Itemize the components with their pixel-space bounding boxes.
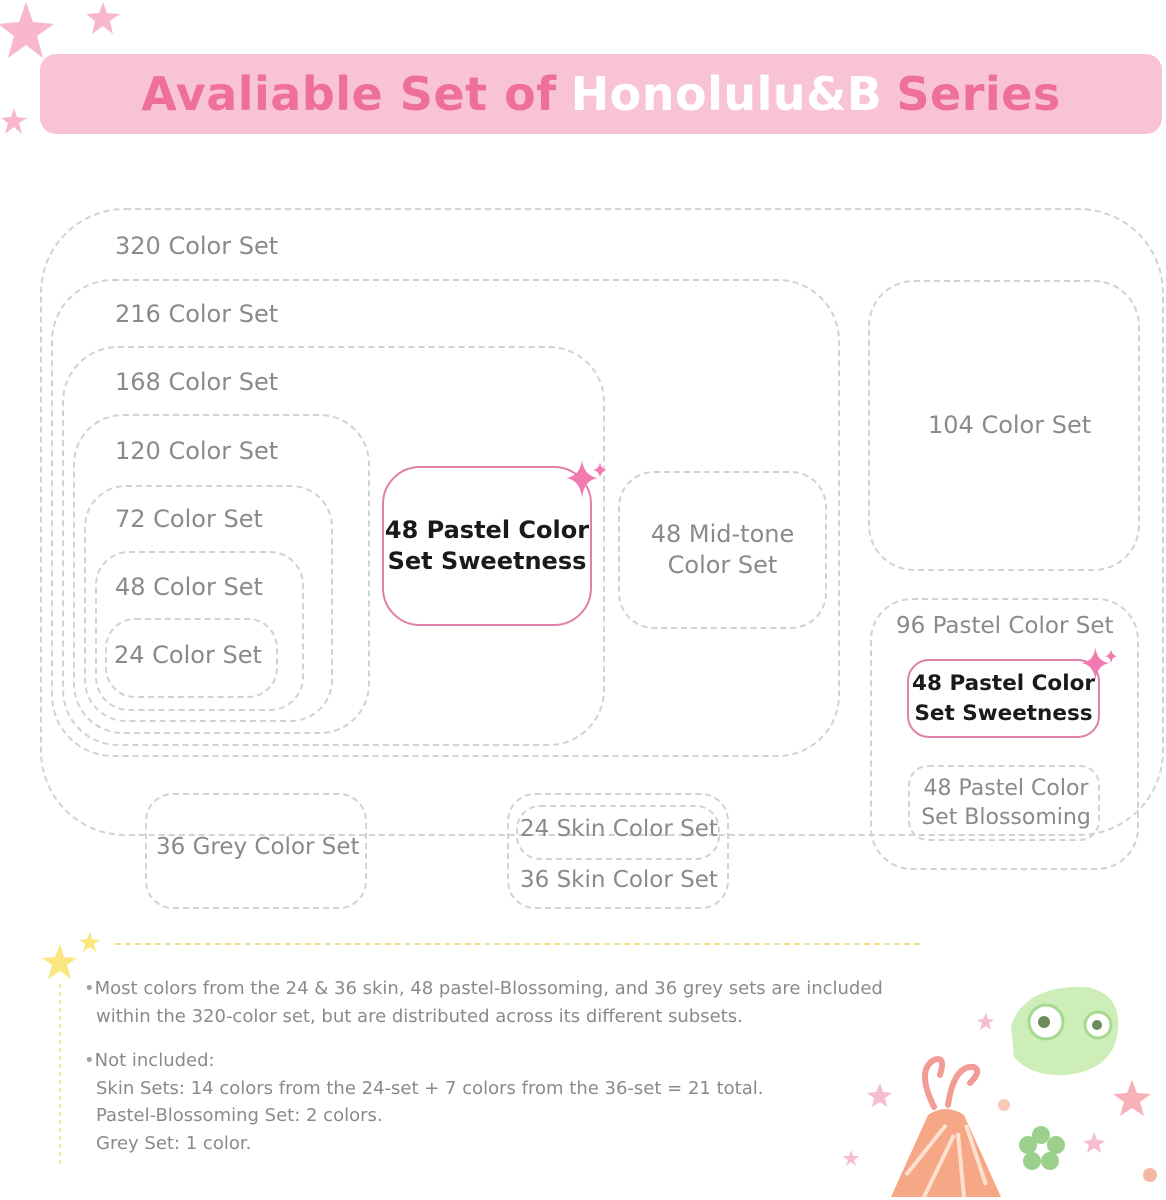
label-36-skin-set: 36 Skin Color Set: [520, 867, 718, 893]
label-120-set: 120 Color Set: [115, 437, 279, 465]
note-bullet-1: •Most colors from the 24 & 36 skin, 48 pastel-Blossoming, and 36 grey sets are included within the 320-color set, but are distributed across its different subsets.: [84, 975, 883, 1030]
pastel-sweetness-small-box: [907, 659, 1100, 738]
label-104-set: 104 Color Set: [928, 411, 1092, 439]
sparkle-icon: [1076, 644, 1120, 684]
label-48-set: 48 Color Set: [115, 573, 263, 601]
label-blossoming-set: [906, 765, 1106, 841]
label-36-grey-set: 36 Grey Color Set: [156, 834, 360, 860]
label-320-set: 320 Color Set: [115, 232, 279, 260]
label-96-pastel-set: 96 Pastel Color Set: [896, 613, 1114, 639]
label-24-skin-set: 24 Skin Color Set: [520, 816, 718, 842]
midtone-line1: 48 Mid-tone: [650, 520, 795, 548]
note2-line3: Grey Set: 1 color.: [96, 1132, 252, 1154]
note-bullet-2: •Not included: Skin Sets: 14 colors from the 24-set + 7 colors from the 36-set = 21 total. Pastel-Blossoming Set: 2 colors. Grey Set: 1 color.: [84, 1047, 763, 1157]
pastel-sweetness-line2: Set Sweetness: [387, 547, 587, 575]
notes-divider: [115, 943, 920, 945]
blossoming-line1: 48 Pastel Color: [923, 776, 1089, 801]
title-part1: Avaliable Set of: [141, 67, 557, 121]
note2-line1: Skin Sets: 14 colors from the 24-set + 7 colors from the 36-set = 21 total.: [96, 1077, 764, 1099]
sparkle-icon: [560, 456, 610, 502]
title-part3: Series: [896, 67, 1061, 121]
blossoming-line2: Set Blossoming: [921, 805, 1091, 830]
label-72-set: 72 Color Set: [115, 505, 263, 533]
pastel-sweetness-small-line2: Set Sweetness: [914, 700, 1093, 726]
title-part2: Honolulu&B: [570, 67, 883, 121]
note1-line2: within the 320-color set, but are distributed across its different subsets.: [96, 1005, 743, 1027]
chameleon-volcano-illustration: [836, 975, 1164, 1200]
label-168-set: 168 Color Set: [115, 368, 279, 396]
label-24-set: 24 Color Set: [114, 641, 262, 669]
midtone-line2: Color Set: [667, 551, 778, 579]
note2-line2: Pastel-Blossoming Set: 2 colors.: [96, 1105, 383, 1126]
note1-line1: Most colors from the 24 & 36 skin, 48 pastel-Blossoming, and 36 grey sets are included: [94, 978, 883, 999]
note2-heading: Not included:: [94, 1050, 215, 1071]
page-title: [40, 54, 1162, 134]
label-midtone-set: [618, 471, 827, 629]
pastel-sweetness-small-line1: 48 Pastel Color: [912, 670, 1095, 696]
pastel-sweetness-line1: 48 Pastel Color: [384, 516, 590, 544]
label-216-set: 216 Color Set: [115, 300, 279, 328]
